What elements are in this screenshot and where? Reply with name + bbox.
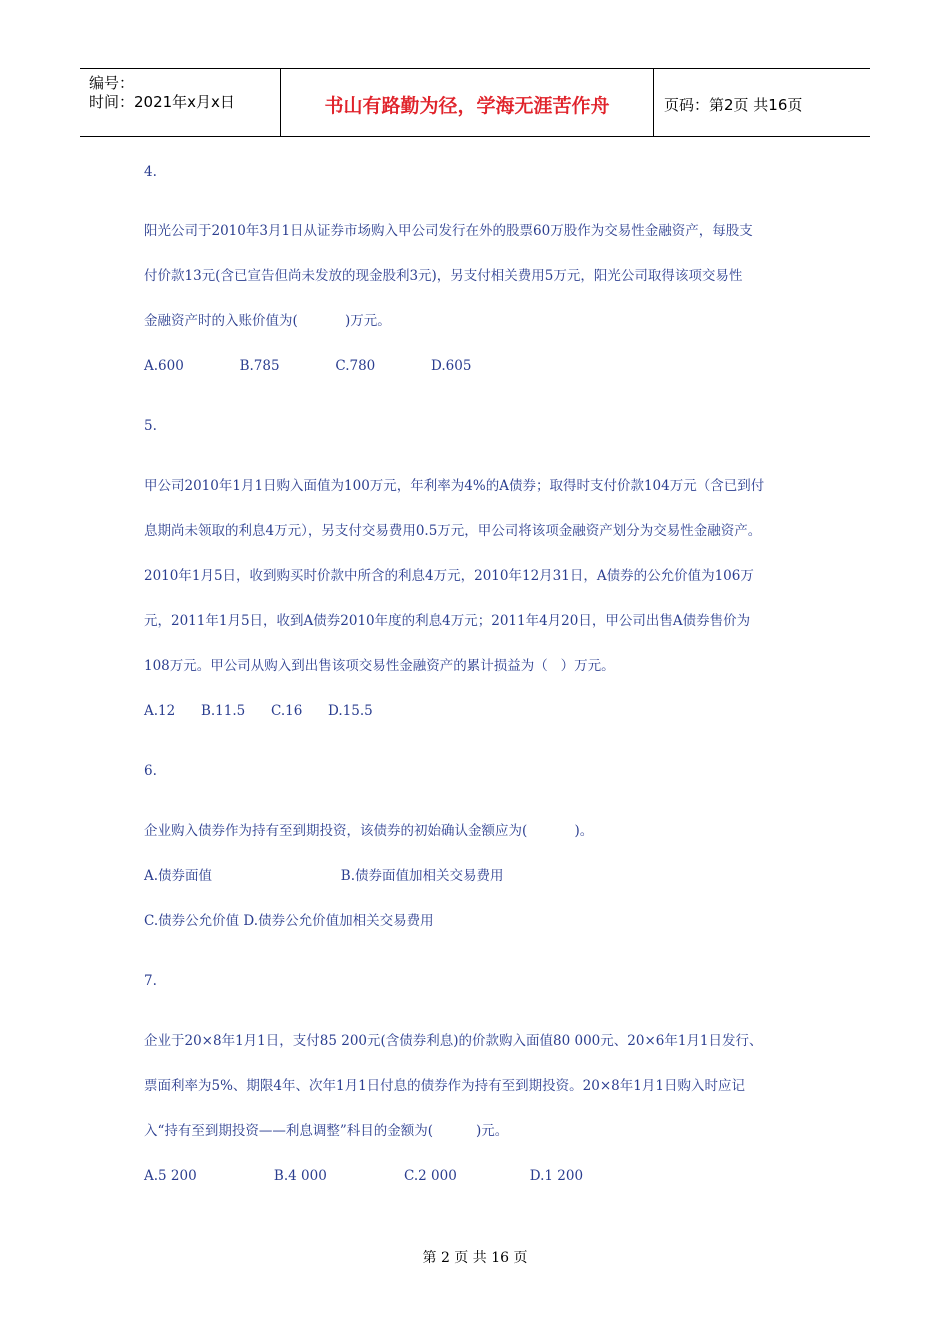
question-number: 5.	[144, 418, 157, 434]
date-label: 时间：2021年x月x日	[89, 93, 235, 111]
code-label: 编号：	[89, 74, 135, 92]
header-right-cell	[654, 69, 870, 136]
question-text-line: 2010年1月5日，收到购买时价款中所含的利息4万元，2010年12月31日，A债券的公允价值为106万	[144, 568, 754, 584]
question-text-line: 企业购入债券作为持有至到期投资，该债券的初始确认金额应为( )。	[144, 823, 594, 839]
header-left-cell	[80, 69, 281, 136]
answer-options: C.债券公允价值 D.债券公允价值加相关交易费用	[144, 913, 434, 929]
question-text-line: 企业于20×8年1月1日，支付85 200元(含债券利息)的价款购入面值80 000元、20×6年1月1日发行、	[144, 1033, 763, 1049]
page-info: 页码：第2页 共16页	[664, 96, 803, 114]
answer-options: A.5 200 B.4 000 C.2 000 D.1 200	[144, 1168, 584, 1184]
header-middle-cell	[281, 69, 654, 136]
question-text-line: 息期尚未领取的利息4万元），另支付交易费用0.5万元，甲公司将该项金融资产划分为交易性金融资产。	[144, 523, 762, 539]
question-number: 6.	[144, 763, 157, 779]
answer-options: A.债券面值 B.债券面值加相关交易费用	[144, 868, 504, 884]
question-text-line: 甲公司2010年1月1日购入面值为100万元，年利率为4%的A债券；取得时支付价款104万元（含已到付	[144, 478, 765, 494]
question-number: 7.	[144, 973, 157, 989]
motto-text: 书山有路勤为径，学海无涯苦作舟	[324, 95, 610, 117]
question-text-line: 阳光公司于2010年3月1日从证券市场购入甲公司发行在外的股票60万股作为交易性金融资产，每股支	[144, 223, 753, 239]
question-text-line: 票面利率为5%、期限4年、次年1月1日付息的债券作为持有至到期投资。20×8年1月1日购入时应记	[144, 1078, 745, 1094]
page-header	[80, 68, 870, 137]
question-text-line: 108万元。甲公司从购入到出售该项交易性金融资产的累计损益为（ ）万元。	[144, 658, 615, 674]
question-text-line: 付价款13元(含已宣告但尚未发放的现金股利3元)，另支付相关费用5万元，阳光公司取得该项交易性	[144, 268, 743, 284]
question-text-line: 入“持有至到期投资——利息调整”科目的金额为( )元。	[144, 1123, 509, 1139]
question-text-line: 金融资产时的入账价值为( )万元。	[144, 313, 391, 329]
page-footer: 第 2 页 共 16 页	[422, 1250, 528, 1266]
answer-options: A.12 B.11.5 C.16 D.15.5	[144, 703, 373, 719]
question-text-line: 元，2011年1月5日，收到A债券2010年度的利息4万元；2011年4月20日，甲公司出售A债券售价为	[144, 613, 751, 629]
question-number: 4.	[144, 164, 157, 180]
answer-options: A.600 B.785 C.780 D.605	[144, 358, 472, 374]
